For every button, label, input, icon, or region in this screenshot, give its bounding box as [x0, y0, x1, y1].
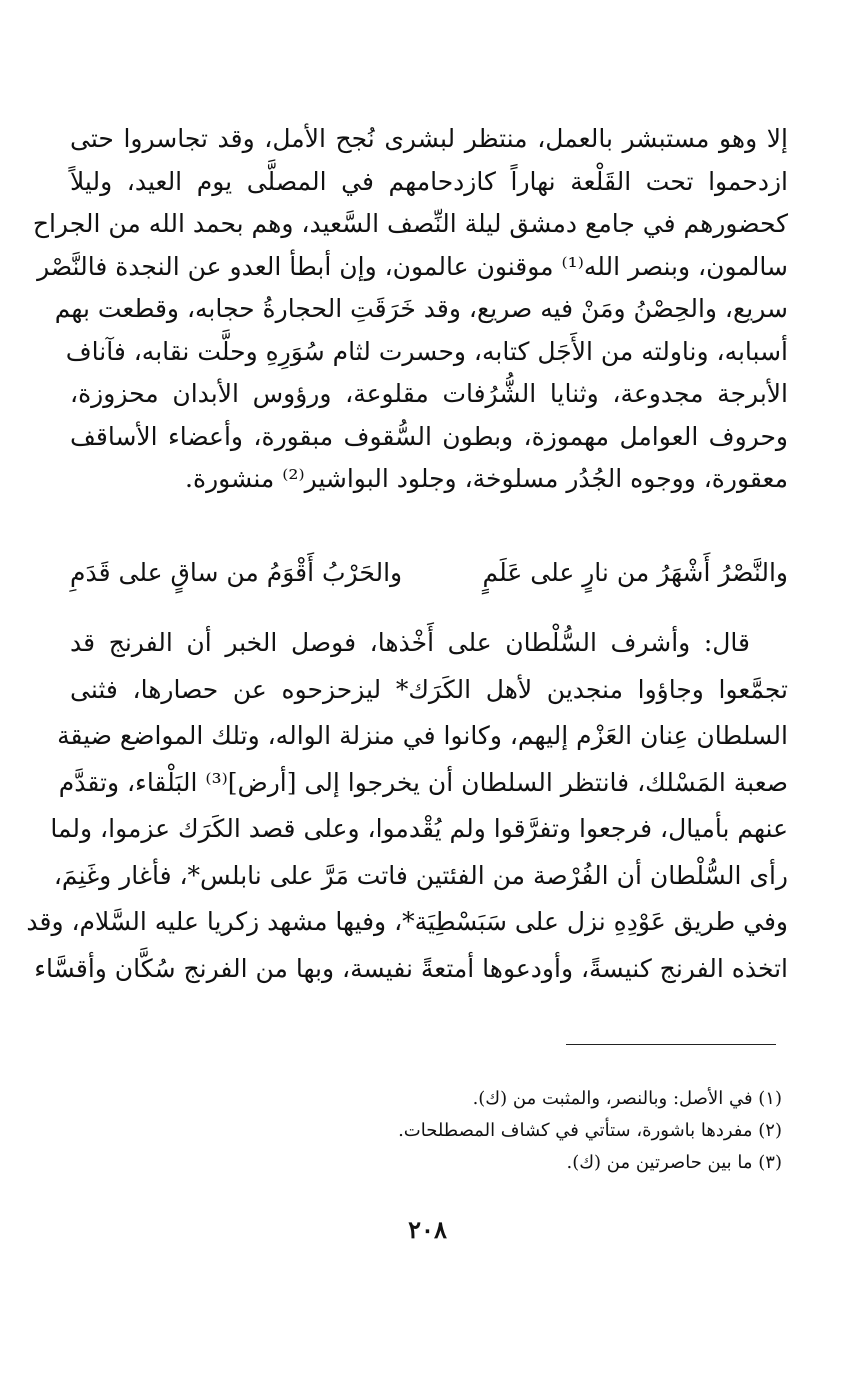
text-line: معقورة، ووجوه الجُدُر مسلوخة، وجلود البواشير⁽²⁾ منشورة. — [185, 464, 788, 493]
text-line: إلا وهو مستبشر بالعمل، منتظر لبشرى نُجح الأمل، وقد تجاسروا حتى — [70, 124, 788, 153]
text-line: أسبابه، وناولته من الأَجَل كتابه، وحسرت لثام سُوَرِهِ وحلَّت نقابه، فآناف — [65, 336, 788, 366]
text-line: قال: وأشرف السُّلْطان على أَخْذها، فوصل الخبر أن الفرنج قد — [70, 628, 750, 657]
text-line: الأبرجة مجدوعة، وثنايا الشُّرُفات مقلوعة، ورؤوس الأبدان محزوزة، — [70, 379, 788, 408]
footnote: (٢) مفردها باشورة، ستأتي في كشاف المصطلحات. — [398, 1120, 782, 1141]
text-line: صعبة المَسْلك، فانتظر السلطان أن يخرجوا إلى [أرض]⁽³⁾ البَلْقاء، وتقدَّم — [58, 767, 788, 797]
second-paragraph — [26, 620, 788, 992]
text-line: السلطان عِنان العَزْم إليهم، وكانوا في منزلة الواله، وتلك المواضع ضيقة — [57, 721, 788, 750]
text-line: وفي طريق عَوْدِهِ نزل على سَبَسْطِيَة*، وفيها مشهد زكريا عليه السَّلام، وقد — [26, 907, 788, 936]
footnote: (٣) ما بين حاصرتين من (ك). — [566, 1152, 782, 1173]
footnote-divider — [566, 1044, 776, 1045]
text-line: تجمَّعوا وجاؤوا منجدين لأهل الكَرَك* ليزحزحوه عن حصارها، فثنى — [70, 674, 788, 704]
verse-first-hemistich: والنَّصْرُ أَشْهَرُ من نارٍ على عَلَمٍ — [482, 558, 788, 587]
footnote: (١) في الأصل: وبالنصر، والمثبت من (ك). — [472, 1088, 782, 1109]
footnotes — [300, 1083, 782, 1179]
text-line: رأى السُّلْطان أن الفُرْصة من الفئتين فاتت مَرَّ على نابلس*، فأغار وغَنِمَ، — [53, 860, 788, 890]
verse-second-hemistich: والحَرْبُ أَقْوَمُ من ساقٍ على قَدَمِ — [70, 558, 403, 587]
text-line: سالمون، وبنصر الله⁽¹⁾ موقنون عالمون، وإن أبطأ العدو عن النجدة فالنَّصْر — [37, 251, 788, 281]
text-line: عنهم بأميال، فرجعوا وتفرَّقوا ولم يُقْدموا، وعلى قصد الكَرَك عزموا، ولما — [50, 814, 788, 843]
text-line: سريع، والحِصْنُ ومَنْ فيه صريع، وقد خَرَقَتِ الحجارةُ حجابه، وقطعت بهم — [54, 294, 788, 323]
main-paragraph — [32, 118, 788, 501]
text-line: كحضورهم في جامع دمشق ليلة النِّصف السَّعيد، وهم بحمد الله من الجراح — [32, 209, 788, 238]
text-line: اتخذه الفرنج كنيسةً، وأودعوها أمتعةً نفيسة، وبها من الفرنج سُكَّان وأقسَّاء — [34, 953, 788, 983]
text-line: ازدحموا تحت القَلْعة نهاراً كازدحامهم في المصلَّى يوم العيد، وليلاً — [70, 166, 788, 196]
page-number: ٢٠٨ — [408, 1215, 447, 1244]
poetry-verse — [70, 558, 788, 604]
text-line: وحروف العوامل مهموزة، وبطون السُّقوف مبقورة، وأعضاء الأساقف — [70, 421, 788, 451]
